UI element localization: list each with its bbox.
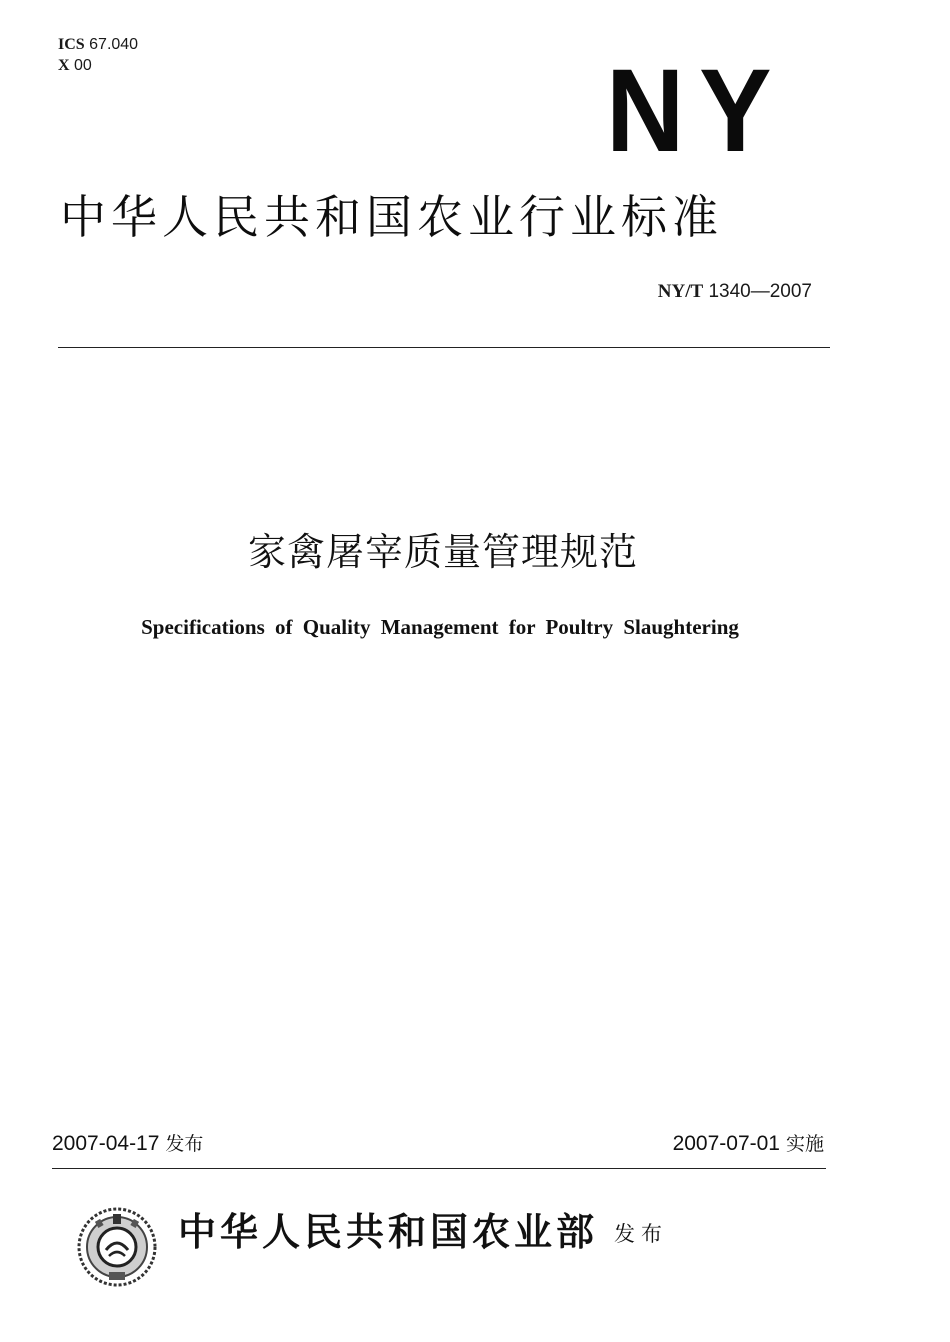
classification-codes bbox=[58, 34, 138, 76]
issue-date-line bbox=[52, 1128, 203, 1160]
effective-label: 实施 bbox=[785, 1133, 824, 1155]
effective-date: 2007-07-01 bbox=[672, 1132, 780, 1155]
standard-title: 中华人民共和国农业行业标准 bbox=[60, 190, 723, 244]
class-code: 00 bbox=[74, 57, 92, 74]
class-code-line bbox=[58, 55, 138, 76]
ny-logo: NY bbox=[606, 45, 787, 177]
standard-number-prefix: NY/T bbox=[657, 281, 704, 302]
ics-label: ICS bbox=[58, 36, 85, 53]
ics-code: 67.040 bbox=[89, 36, 139, 53]
issue-label: 发布 bbox=[165, 1133, 204, 1155]
publisher-name: 中华人民共和国农业部 bbox=[178, 1209, 599, 1254]
effective-date-line bbox=[673, 1128, 824, 1160]
class-label: X bbox=[58, 57, 70, 74]
ics-code-line bbox=[58, 34, 138, 55]
publisher-label: 发布 bbox=[614, 1222, 669, 1246]
publisher-line bbox=[178, 1204, 668, 1262]
header-divider bbox=[58, 347, 830, 348]
standard-number-value: 1340—2007 bbox=[708, 281, 812, 302]
standard-number bbox=[658, 281, 812, 303]
document-title-chinese: 家禽屠宰质量管理规范 bbox=[247, 530, 638, 574]
issue-date: 2007-04-17 bbox=[52, 1132, 160, 1155]
document-title-english: Specifications of Quality Management for Poultry Slaughtering bbox=[141, 615, 739, 639]
ministry-emblem-icon bbox=[76, 1206, 158, 1288]
footer-divider bbox=[52, 1168, 826, 1169]
